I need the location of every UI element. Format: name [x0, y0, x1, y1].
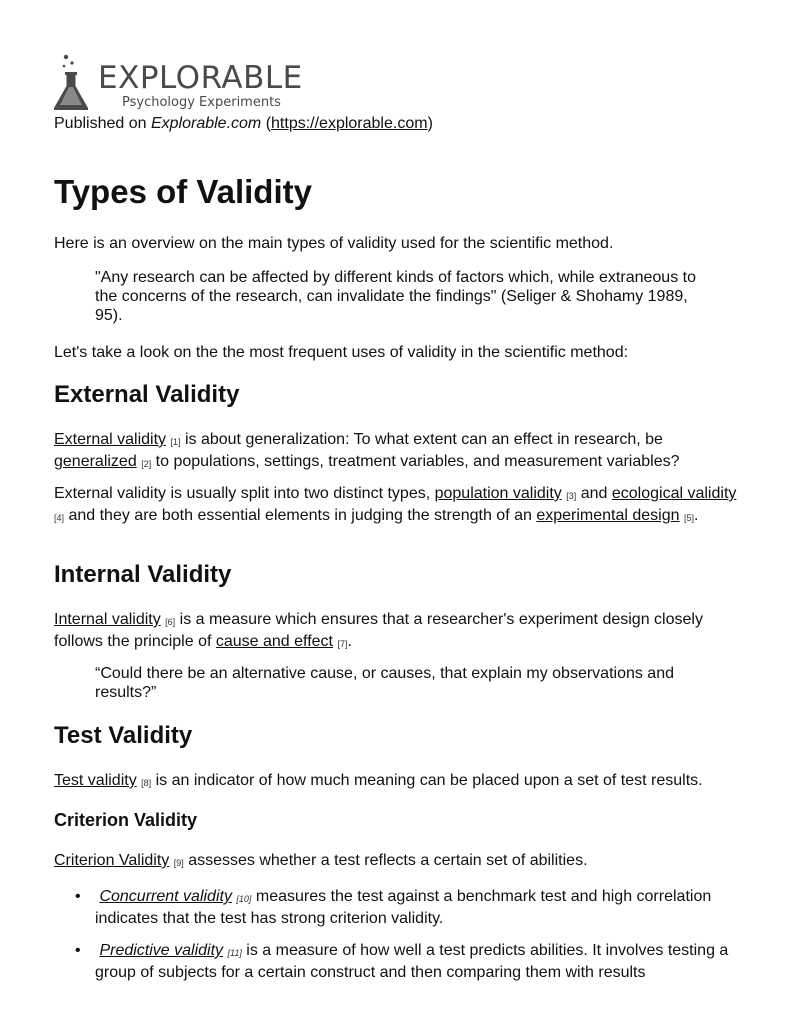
- external-p1-text-2: to populations, settings, treatment variables, and measurement variables?: [151, 453, 680, 470]
- test-p1-text: is an indicator of how much meaning can be placed upon a set of test results.: [151, 772, 703, 789]
- external-p2-text-4: .: [694, 507, 699, 524]
- ref-5: [5]: [683, 513, 694, 523]
- concurrent-validity-text: measures the test against a benchmark test and high correlation indicates that the test has strong criterion validity.: [95, 888, 712, 927]
- external-p2-text-1: External validity is usually split into two distinct types,: [54, 485, 435, 502]
- ref-4: [4]: [54, 513, 65, 523]
- logo-wordmark: EXPLORABLE: [98, 60, 303, 96]
- test-paragraph-1: [54, 771, 754, 793]
- quote-seliger: "Any research can be affected by different kinds of factors which, while extraneous to the concerns of the research, can invalidate the findings" (Seliger & Shohamy 1989, 95).: [95, 269, 696, 324]
- ref-7: [7]: [337, 639, 348, 649]
- link-cause-and-effect[interactable]: cause and effect: [215, 633, 333, 650]
- bullet-marker: •: [75, 942, 81, 959]
- external-p2-text-3: and they are both essential elements in judging the strength of an: [64, 507, 537, 524]
- internal-paragraph-1: [54, 610, 744, 654]
- heading-test-validity: Test Validity: [54, 722, 193, 749]
- published-url-link[interactable]: https://explorable.com: [271, 115, 428, 132]
- intro-paragraph: Here is an overview on the main types of validity used for the scientific method.: [54, 235, 614, 252]
- external-p2-text-2: and: [576, 485, 612, 502]
- link-population-validity[interactable]: population validity: [434, 485, 562, 502]
- flask-icon: [52, 52, 92, 114]
- ref-8: [8]: [141, 778, 152, 788]
- heading-internal-validity: Internal Validity: [54, 561, 232, 588]
- published-site: Explorable.com: [150, 115, 262, 132]
- published-close: ): [427, 115, 433, 132]
- list-item-predictive-validity: [95, 941, 745, 982]
- heading-criterion-validity: Criterion Validity: [54, 810, 198, 830]
- ref-2: [2]: [141, 459, 152, 469]
- ref-3: [3]: [566, 491, 577, 501]
- criterion-p1-text: assesses whether a test reflects a certain set of abilities.: [183, 852, 588, 869]
- external-paragraph-1: [54, 430, 744, 474]
- published-line: [54, 114, 433, 134]
- ref-11: [11]: [227, 948, 242, 958]
- internal-p1-text-2: .: [347, 633, 352, 650]
- criterion-paragraph-1: [54, 851, 754, 873]
- heading-external-validity: External Validity: [54, 381, 240, 408]
- bullet-marker: •: [75, 888, 81, 905]
- page-title: Types of Validity: [54, 173, 312, 210]
- ref-6: [6]: [165, 617, 176, 627]
- external-p1-text-1: is about generalization: To what extent can an effect in research, be: [180, 431, 663, 448]
- link-ecological-validity[interactable]: ecological validity: [611, 485, 737, 502]
- link-test-validity[interactable]: Test validity: [54, 772, 137, 789]
- link-predictive-validity[interactable]: Predictive validity: [99, 942, 224, 959]
- ref-10: [10]: [236, 894, 252, 904]
- logo-tagline: Psychology Experiments: [122, 95, 281, 110]
- link-generalized[interactable]: generalized: [54, 453, 137, 470]
- link-criterion-validity[interactable]: Criterion Validity: [54, 852, 170, 869]
- quote-alternative-cause: “Could there be an alternative cause, or causes, that explain my observations and results?”: [95, 665, 674, 701]
- link-experimental-design[interactable]: experimental design: [536, 507, 680, 524]
- predictive-validity-text: is a measure of how well a test predicts abilities. It involves testing a group of subjects for a certain construct and then comparing them with results: [95, 942, 729, 981]
- ref-1: [1]: [170, 437, 181, 447]
- external-paragraph-2: [54, 484, 744, 528]
- explorable-logo: [52, 52, 312, 114]
- list-item-concurrent-validity: [95, 887, 745, 928]
- link-concurrent-validity[interactable]: Concurrent validity: [99, 888, 232, 905]
- link-external-validity[interactable]: External validity: [54, 431, 167, 448]
- ref-9: [9]: [173, 858, 184, 868]
- lead-paragraph: Let's take a look on the the most frequent uses of validity in the scientific method:: [54, 344, 629, 361]
- internal-p1-text-1: is a measure which ensures that a researcher's experiment design closely follows the principle of: [54, 611, 703, 650]
- published-prefix: Published on: [54, 115, 151, 132]
- published-open: (: [261, 115, 272, 132]
- link-internal-validity[interactable]: Internal validity: [54, 611, 161, 628]
